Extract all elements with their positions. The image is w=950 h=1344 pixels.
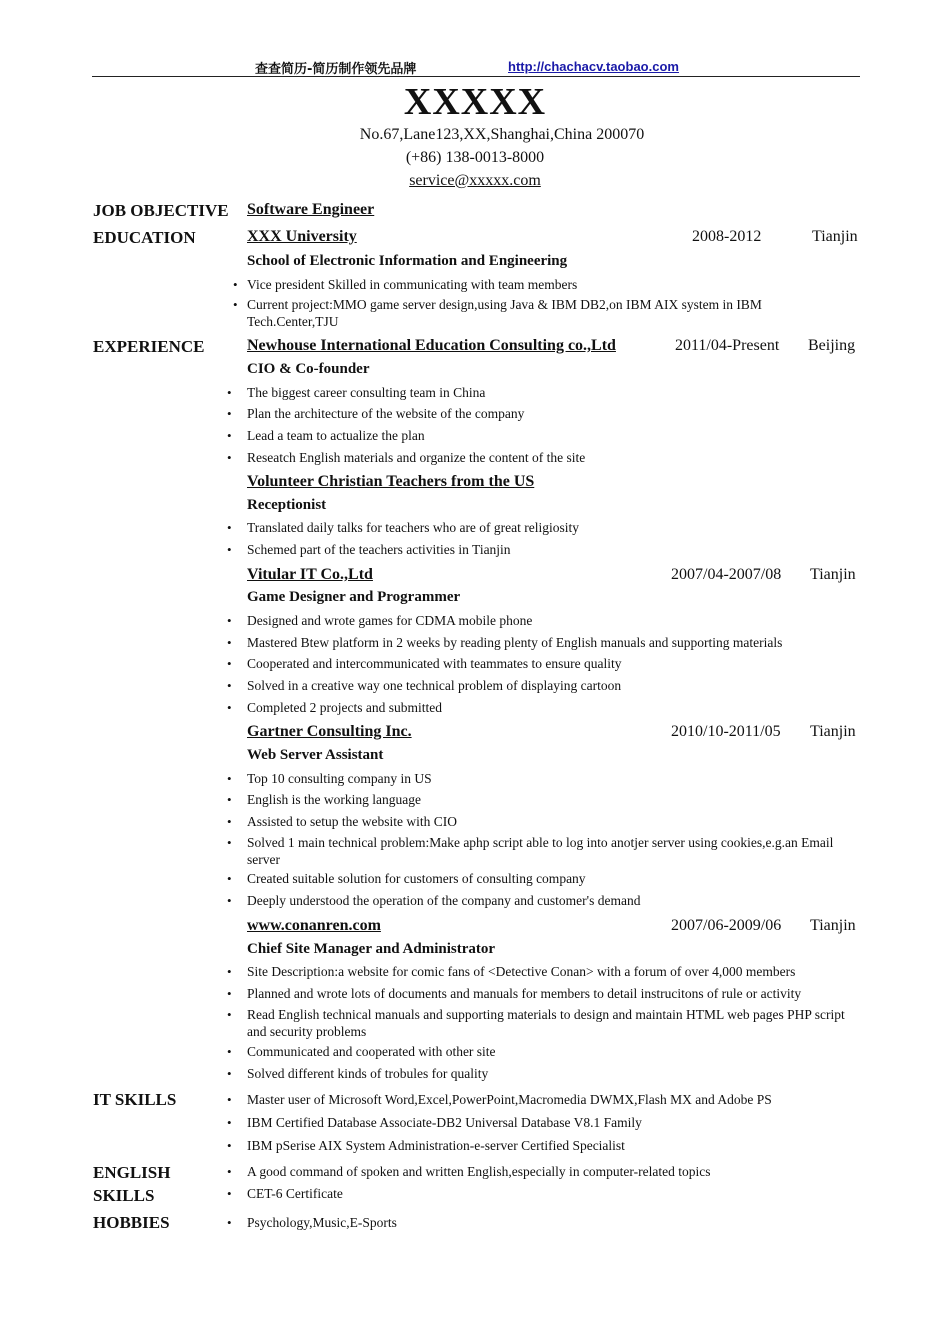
section-job-objective: JOB OBJECTIVE — [93, 201, 229, 220]
job-org: Newhouse International Education Consulting co.,Ltd — [247, 337, 616, 354]
job-org: Gartner Consulting Inc. — [247, 723, 412, 740]
list-item: • English is the working language — [247, 791, 857, 808]
list-item: • Assisted to setup the website with CIO — [247, 813, 857, 830]
job-objective-value: Software Engineer — [247, 201, 375, 218]
job-dates: 2011/04-Present — [675, 337, 780, 354]
section-hobbies: HOBBIES — [93, 1213, 170, 1232]
list-item: • Solved in a creative way one technical problem of displaying cartoon — [247, 677, 857, 694]
list-item: • Designed and wrote games for CDMA mobile phone — [247, 612, 857, 629]
job-org: www.conanren.com — [247, 917, 381, 934]
list-item: • Planned and wrote lots of documents and manuals for members to detail instrucitons of rule or activity — [247, 985, 857, 1002]
education-school: XXX University — [247, 228, 357, 245]
education-dates: 2008-2012 — [692, 228, 762, 245]
list-item: • A good command of spoken and written English,especially in computer-related topics — [247, 1163, 857, 1180]
education-location: Tianjin — [812, 228, 858, 245]
job-role: Web Server Assistant — [247, 747, 384, 763]
job-dates: 2007/04-2007/08 — [671, 566, 782, 583]
list-item: • Master user of Microsoft Word,Excel,PowerPoint,Macromedia DWMX,Flash MX and Adobe PS — [247, 1091, 857, 1108]
contact-phone: (+86) 138-0013-8000 — [405, 149, 545, 166]
list-item: • Completed 2 projects and submitted — [247, 699, 857, 716]
job-dates: 2010/10-2011/05 — [671, 723, 781, 740]
job-dates: 2007/06-2009/06 — [671, 917, 782, 934]
job-location: Beijing — [808, 337, 856, 354]
list-item: • Schemed part of the teachers activities in Tianjin — [247, 541, 857, 558]
list-item: • Vice president Skilled in communicating with team members — [247, 276, 857, 293]
list-item: • Solved different kinds of trobules for quality — [247, 1065, 857, 1082]
job-org: Vitular IT Co.,Ltd — [247, 566, 373, 583]
job-role: Game Designer and Programmer — [247, 589, 461, 605]
list-item: • Top 10 consulting company in US — [247, 770, 857, 787]
list-item: • Cooperated and intercommunicated with teammates to ensure quality — [247, 655, 857, 672]
section-english-skills-line2: SKILLS — [93, 1186, 155, 1205]
job-role: CIO & Co-founder — [247, 361, 370, 377]
header-divider — [92, 76, 860, 77]
list-item: • The biggest career consulting team in China — [247, 384, 857, 401]
contact-email[interactable]: service@xxxxx.com — [409, 172, 541, 189]
candidate-name: XXXXX — [403, 81, 547, 123]
list-item: • Deeply understood the operation of the company and customer's demand — [247, 892, 857, 909]
section-english-skills: ENGLISH — [93, 1163, 171, 1182]
section-experience: EXPERIENCE — [93, 337, 205, 356]
job-location: Tianjin — [810, 723, 856, 740]
list-item: • Translated daily talks for teachers who are of great religiosity — [247, 519, 857, 536]
list-item: • Read English technical manuals and supporting materials to design and maintain HTML web pages PHP script and security problems — [247, 1006, 857, 1040]
list-item: • Solved 1 main technical problem:Make aphp script able to log into anotjer server using cookies,e.g.an Email server — [247, 834, 857, 868]
list-item: • Psychology,Music,E-Sports — [247, 1214, 857, 1231]
list-item: • Mastered Btew platform in 2 weeks by reading plenty of English manuals and supporting materials — [247, 634, 857, 651]
page-header — [92, 58, 860, 76]
list-item: • Communicated and cooperated with other site — [247, 1043, 857, 1060]
section-education: EDUCATION — [93, 228, 196, 247]
list-item: • Plan the architecture of the website of the company — [247, 405, 857, 422]
job-location: Tianjin — [810, 566, 856, 583]
job-role: Chief Site Manager and Administrator — [247, 941, 496, 957]
list-item: • Reseatch English materials and organize the content of the site — [247, 449, 857, 466]
job-org: Volunteer Christian Teachers from the US — [247, 473, 535, 490]
list-item: • CET-6 Certificate — [247, 1185, 857, 1202]
job-location: Tianjin — [810, 917, 856, 934]
section-it-skills: IT SKILLS — [93, 1090, 177, 1109]
contact-address: No.67,Lane123,XX,Shanghai,China 200070 — [359, 126, 645, 143]
list-item: • Created suitable solution for customers of consulting company — [247, 870, 857, 887]
education-department: School of Electronic Information and Engineering — [247, 253, 568, 269]
list-item: • IBM Certified Database Associate-DB2 Universal Database V8.1 Family — [247, 1114, 857, 1131]
job-role: Receptionist — [247, 497, 327, 513]
list-item: • Site Description:a website for comic fans of <Detective Conan> with a forum of over 4,000 members — [247, 963, 857, 980]
list-item: • Lead a team to actualize the plan — [247, 427, 857, 444]
list-item: • IBM pSerise AIX System Administration-e-server Certified Specialist — [247, 1137, 857, 1154]
brand-link[interactable]: http://chachacv.taobao.com — [508, 59, 679, 74]
list-item: • Current project:MMO game server design,using Java & IBM DB2,on IBM AIX system in IBM Tech.Center,TJU — [247, 296, 807, 330]
brand-text: 查查简历-简历制作领先品牌 — [255, 62, 417, 77]
